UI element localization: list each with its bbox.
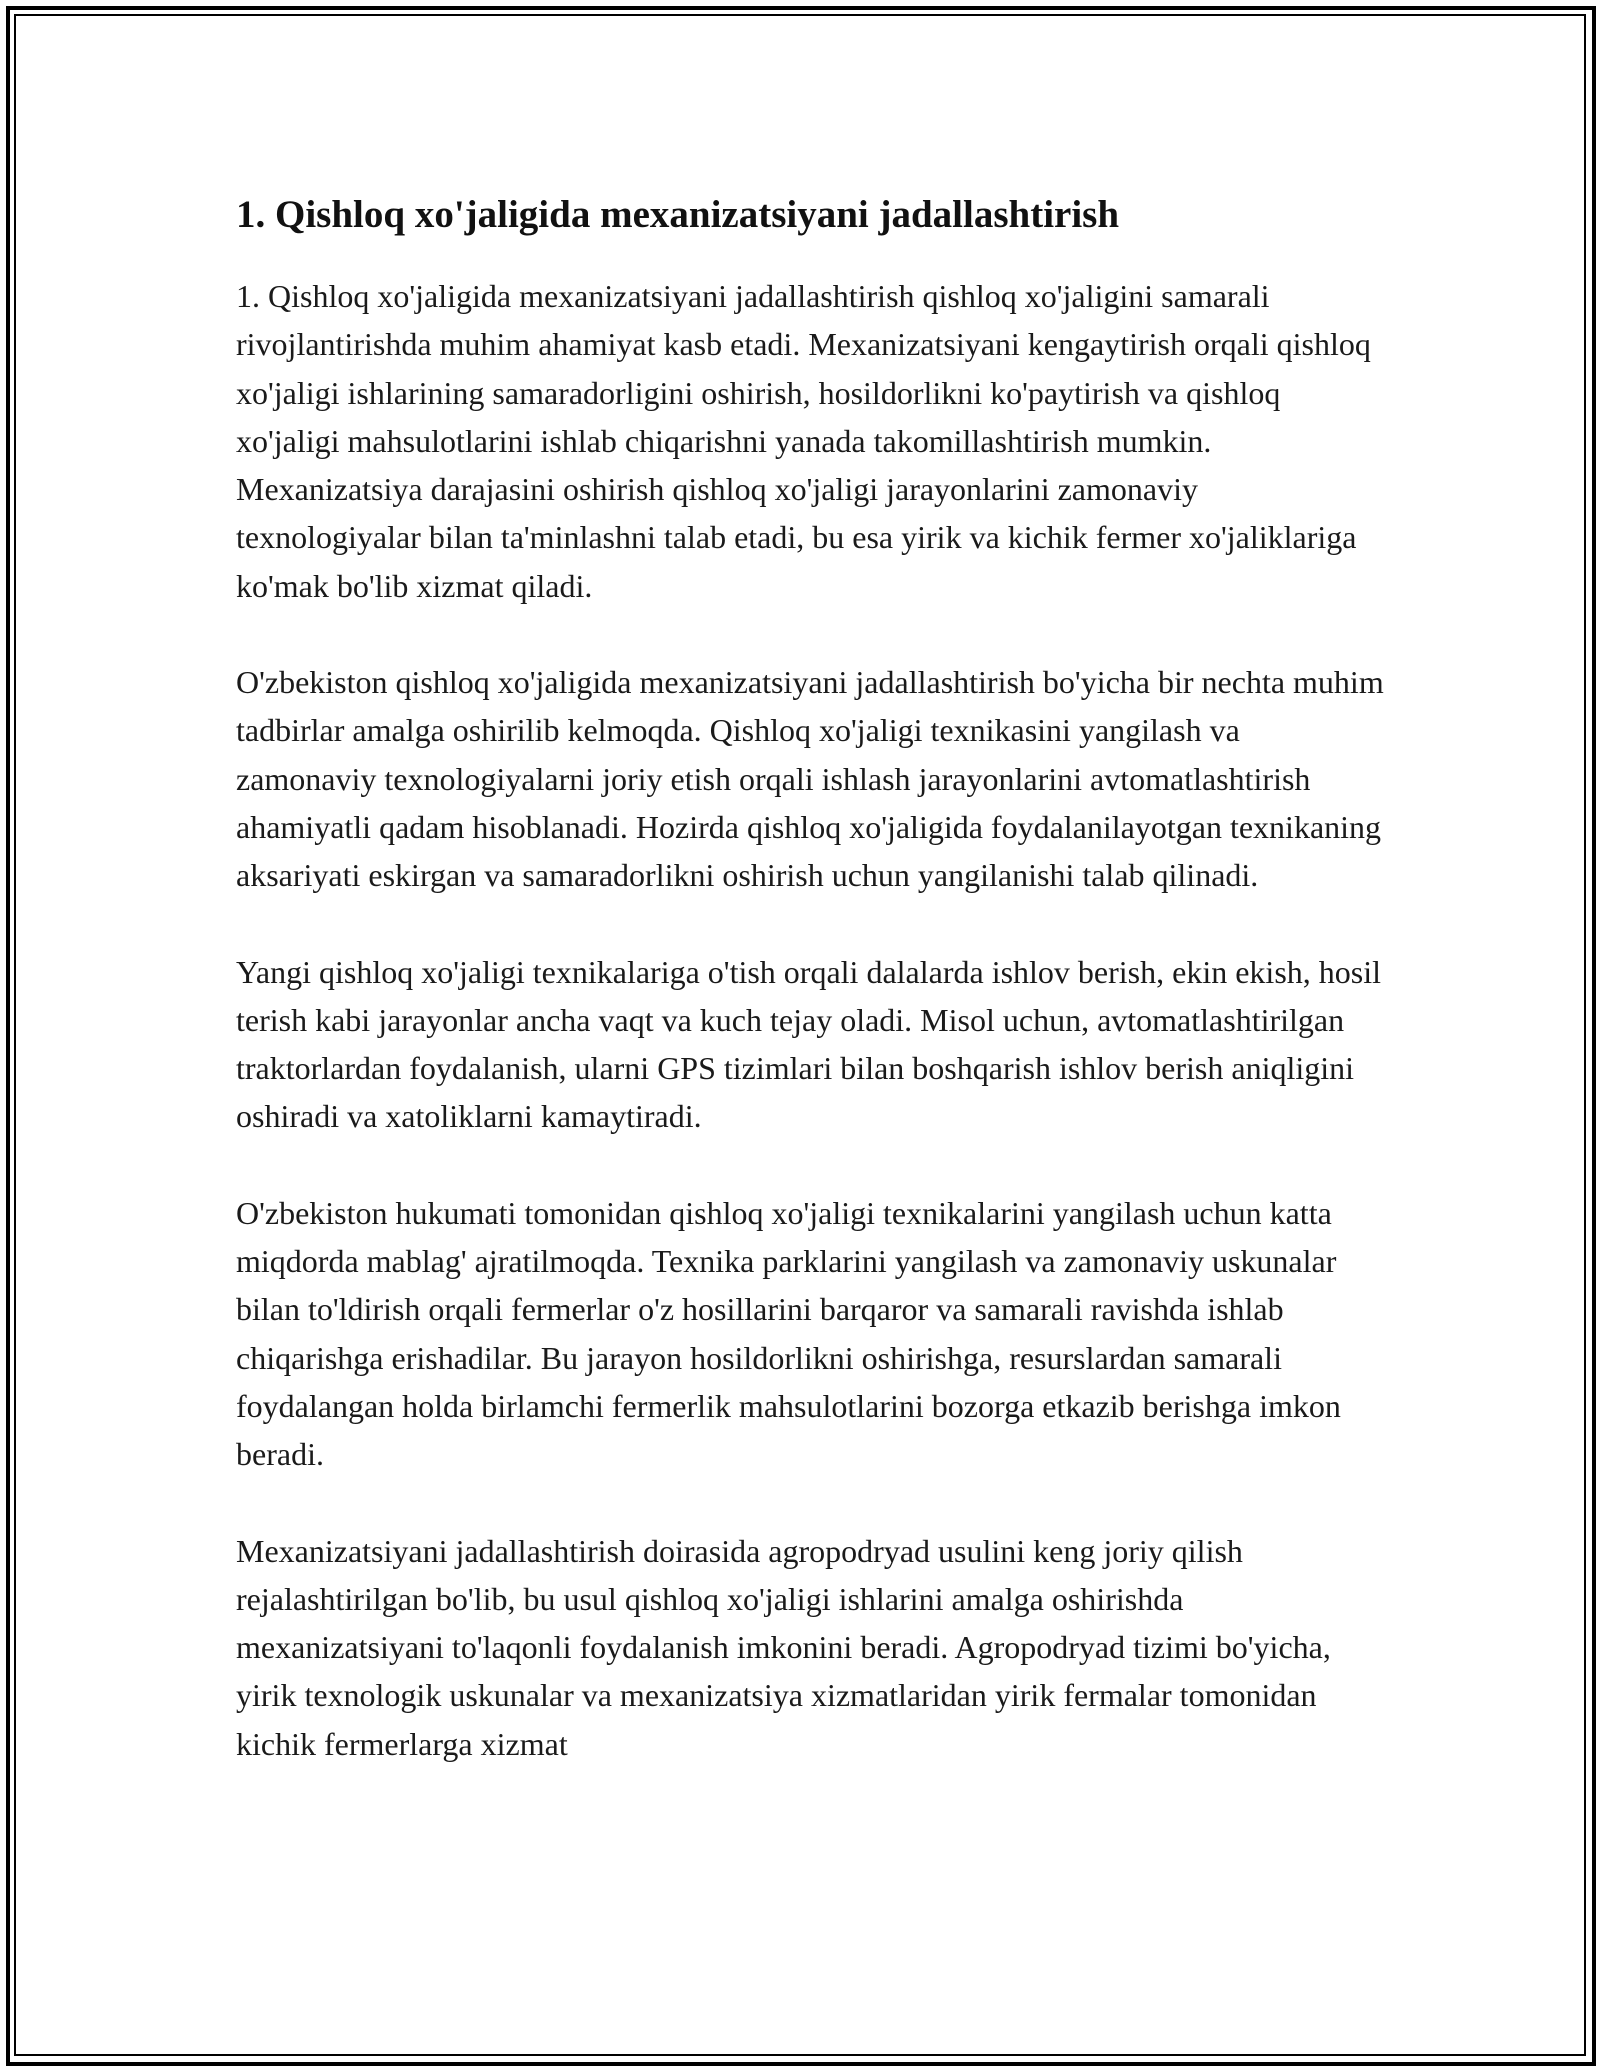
paragraph: Mexanizatsiyani jadallashtirish doirasida agropodryad usulini keng joriy qilish rejalashtirilgan bo'lib, bu usul qishloq xo'jaligi ishlarini amalga oshirishda mexanizatsiyani to'laqonli foydalanish imkonini beradi. Agropodryad tizimi bo'yicha, yirik texnologik uskunalar va mexanizatsiya xizmatlaridan yirik fermalar tomonidan kichik fermerlarga xizmat [236,1532,1331,1762]
paragraph: 1. Qishloq xo'jaligida mexanizatsiyani jadallashtirish qishloq xo'jaligini samarali rivojlantirishda muhim ahamiyat kasb etadi. Mexanizatsiyani kengaytirish orqali qishloq xo'jaligi ishlarining samaradorligini oshirish, hosildorlikni ko'paytirish va qishloq xo'jaligi mahsulotlarini ishlab chiqarishni yanada takomillashtirish mumkin. Mexanizatsiya darajasini oshirish qishloq xo'jaligi jarayonlarini zamonaviy texnologiyalar bilan ta'minlashni talab etadi, bu esa yirik va kichik fermer xo'jaliklariga ko'mak bo'lib xizmat qiladi. [236,278,1371,604]
paragraph: Yangi qishloq xo'jaligi texnikalariga o'tish orqali dalalarda ishlov berish, ekin ekish, hosil terish kabi jarayonlar ancha vaqt va kuch tejay oladi. Misol uchun, avtomatlashtirilgan traktorlardan foydalanish, ularni GPS tizimlari bilan boshqarish ishlov berish aniqligini oshiradi va xatoliklarni kamaytiradi. [236,953,1381,1135]
paragraph: O'zbekiston hukumati tomonidan qishloq xo'jaligi texnikalarini yangilash uchun katta miqdorda mablag' ajratilmoqda. Texnika parklarini yangilash va zamonaviy uskunalar bilan to'ldirish orqali fermerlar o'z hosillarini barqaror va samarali ravishda ishlab chiqarishga erishadilar. Bu jarayon hosildorlikni oshirishga, resurslardan samarali foydalangan holda birlamchi fermerlik mahsulotlarini bozorga etkazib berishga imkon beradi. [236,1194,1341,1473]
paragraph: O'zbekiston qishloq xo'jaligida mexanizatsiyani jadallashtirish bo'yicha bir nechta muhim tadbirlar amalga oshirilib kelmoqda. Qishloq xo'jaligi texnikasini yangilash va zamonaviy texnologiyalarni joriy etish orqali ishlash jarayonlarini avtomatlashtirish ahamiyatli qadam hisoblanadi. Hozirda qishloq xo'jaligida foydalanilayotgan texnikaning aksariyati eskirgan va samaradorlikni oshirish uchun yangilanishi talab qilinadi. [236,664,1384,894]
document-title: 1. Qishloq xo'jaligida mexanizatsiyani jadallashtirish [236,193,1120,236]
document-body [236,182,1386,1816]
